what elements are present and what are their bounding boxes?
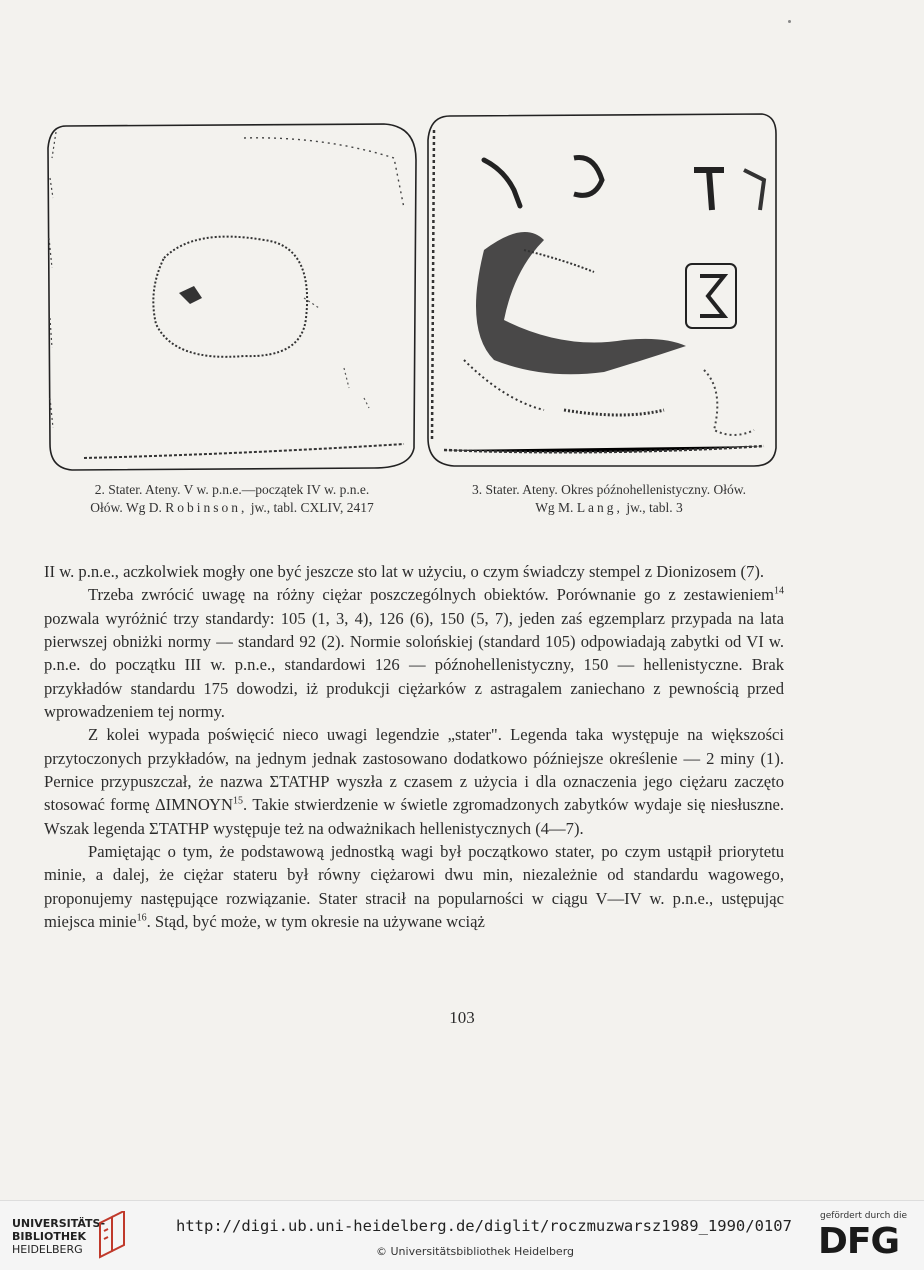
footnote-ref[interactable]: 14	[774, 585, 784, 597]
copyright-notice: © Universitätsbibliothek Heidelberg	[376, 1245, 575, 1258]
footnote-ref[interactable]: 15	[233, 795, 244, 807]
dfg-logo[interactable]: DFG	[818, 1221, 900, 1262]
author-name: Robinson,	[165, 500, 248, 515]
permalink-url[interactable]: http://digi.ub.uni-heidelberg.de/diglit/roczmuzwarsz1989_1990/0107	[176, 1217, 792, 1235]
figure-3-drawing	[424, 110, 780, 470]
caption-line: Ołów. Wg D. Robinson, jw., tabl. CXLIV, 2417	[90, 500, 374, 515]
library-logo-icon	[96, 1211, 128, 1261]
figure-2-caption	[36, 481, 428, 517]
library-logo-text[interactable]: UNIVERSITÄTS- BIBLIOTHEK HEIDELBERG	[12, 1217, 106, 1256]
paragraph: II w. p.n.e., aczkolwiek mogły one być jeszcze sto lat w użyciu, o czym świadczy stempel z Dionizosem (7).	[44, 562, 765, 581]
page-number: 103	[449, 1008, 475, 1027]
body-text	[44, 560, 784, 934]
paragraph: Trzeba zwrócić uwagę na różny ciężar poszczególnych obiektów. Porównanie go z zestawieniem$^{14}$ pozwala wyróżnić trzy standardy: 105 (1, 3, 4), 126 (6), 150 (5, 7), jeden zaś egzemplarz przypada na lata pierwszej obniżki normy — standard 92 (2). Normie solońskiej (standard 105) odpowiadają zabytki od VI w. p.n.e. do początku III w. p.n.e., standardowi 126 — późnohellenistyczny, 150 — hellenistyczne. Brak przykładów standardu 175 dowodzi, iż produkcji ciężarków z astragalem zaniechano z pewnością przed wprowadzeniem tej normy.	[44, 585, 784, 722]
figure-2-drawing	[44, 118, 420, 474]
footnote-ref[interactable]: 16	[136, 912, 147, 924]
caption-line: Wg M. Lang, jw., tabl. 3	[535, 500, 683, 515]
figure-3-caption	[424, 481, 794, 517]
caption-line: 2. Stater. Ateny. V w. p.n.e.—początek IV w. p.n.e.	[94, 482, 370, 497]
scan-speck	[788, 20, 791, 23]
viewer-footer	[0, 1200, 924, 1270]
author-name: Lang,	[576, 500, 623, 515]
paragraph: Pamiętając o tym, że podstawową jednostką wagi był początkowo stater, po czym ustąpił priorytetu minie, a dalej, że ciężar stateru był równy ciężarowi dwu min, niezależnie od standardu wagowego, proponujemy następujące rozwiązanie. Stater stracił na popularności w ciągu V—IV w. p.n.e., ustępując miejsca minie$^{16}$. Stąd, być może, w tym okresie na używane wciąż	[44, 842, 784, 932]
funder-note: gefördert durch die	[820, 1211, 907, 1221]
paragraph: Z kolei wypada poświęcić nieco uwagi legendzie „stater". Legenda taka występuje na większości przytoczonych przykładów, na jednym jednak zastosowano dodatkowo późniejsze określenie — 2 miny (1). Pernice przypuszczał, że nazwa ΣΤΑΤΗΡ wyszła z czasem z użycia i dla oznaczenia jego ciężaru zaczęto stosować formę ΔΙΜΝΟΥΝ$^{15}$. Takie stwierdzenie w świetle zgromadzonych zabytków wydaje się niesłuszne. Wszak legenda ΣΤΑΤΗΡ występuje też na odważnikach hellenistycznych (4—7).	[44, 725, 785, 838]
caption-line: 3. Stater. Ateny. Okres późnohellenistyczny. Ołów.	[471, 482, 747, 497]
